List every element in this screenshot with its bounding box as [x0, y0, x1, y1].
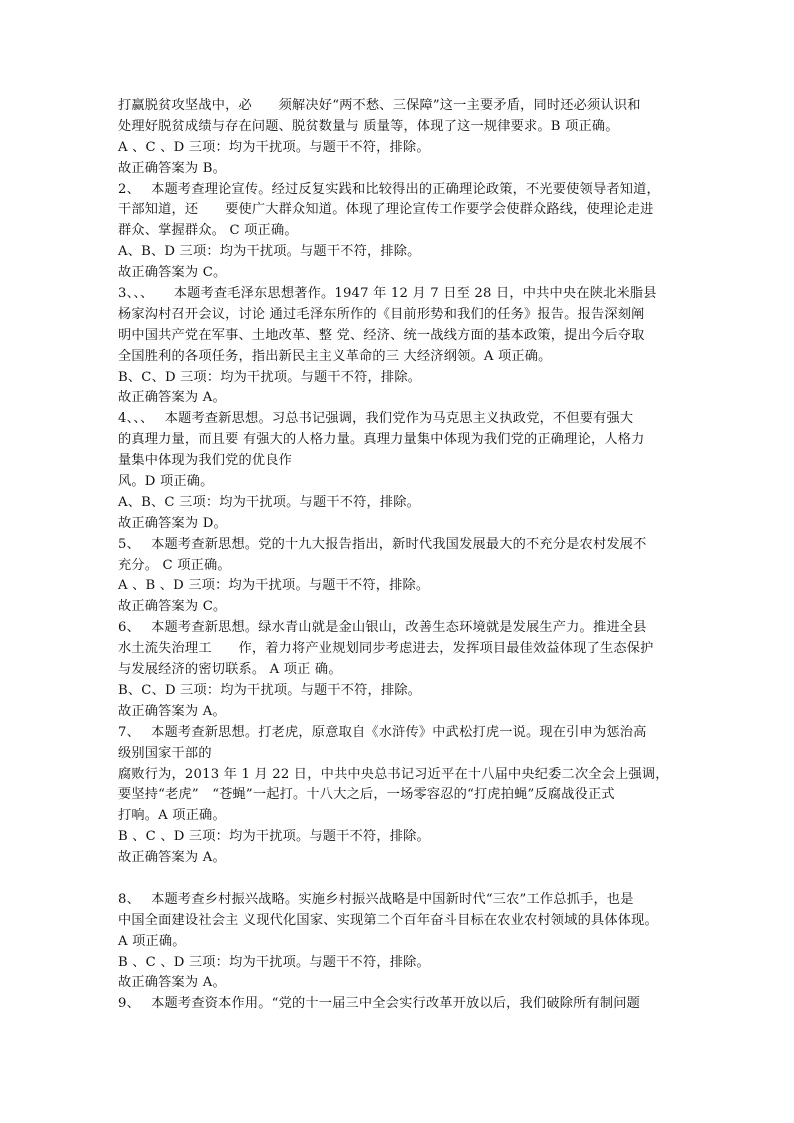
blank-line: [118, 869, 678, 890]
text-line: 干部知道，还 要使广大群众知道。体现了理论宣传工作要学会使群众路线，使理论走进: [118, 202, 654, 218]
text-line: A 项正确。: [118, 933, 186, 949]
text-line: 4、、、 本题考查新思想。习总书记强调，我们党作为马克思主义执政党，不但要有强大: [118, 411, 634, 427]
text-line: 量集中体现为我们党的优良作: [118, 453, 293, 469]
text-line: 杨家沟村召开会议，讨论 通过毛泽东所作的《目前形势和我们的任务》报告。报告深刻阐: [118, 306, 645, 322]
text-line: B 、C 、D 三项：均为干扰项。与题干不符，排除。: [118, 829, 430, 845]
text-line: 要坚持“老虎” “苍蝇”一起打。十八大之后，一场零容忍的“打虎拍蝇”反腐战役正式: [118, 787, 615, 803]
text-line: B、C、D 三项：均为干扰项。与题干不符，排除。: [118, 682, 422, 698]
text-line: B、C、D 三项：均为干扰项。与题干不符，排除。: [118, 369, 422, 385]
text-line: A 、B 、D 三项：均为干扰项。与题干不符，排除。: [118, 578, 430, 594]
text-line: 故正确答案为 A。: [118, 850, 226, 866]
text-line: B 、C 、D 三项：均为干扰项。与题干不符，排除。: [118, 954, 430, 970]
text-line: 群众、掌握群众。 C 项正确。: [118, 223, 298, 239]
text-line: 水土流失治理工 作，着力将产业规划同步考虑进去，发挥项目最佳效益体现了生态保护: [118, 641, 654, 657]
text-line: 腐败行为，2013 年 1 月 22 日，中共中央总书记习近平在十八届中央纪委二次全会上强调，: [118, 766, 669, 782]
text-line: 9、 本题考查资本作用。“党的十一届三中全会实行改革开放以后，我们破除所有制问题: [118, 996, 641, 1012]
text-line: 打赢脱贫攻坚战中，必 须解决好“两不愁、三保障”这一主要矛盾，同时还必须认识和: [118, 98, 641, 113]
text-line: 级别国家干部的: [118, 745, 212, 761]
text-line: 充分。 C 项正确。: [118, 557, 231, 573]
text-line: 处理好脱贫成绩与存在问题、脱贫数量与 质量等，体现了这一规律要求。B 项正确。: [118, 118, 619, 134]
text-line: 故正确答案为 C。: [118, 599, 227, 615]
text-line: 6、 本题考查新思想。绿水青山就是金山银山，改善生态环境就是发展生产力。推进全县: [118, 620, 647, 636]
text-line: 故正确答案为 A。: [118, 703, 226, 719]
text-line: A、B、C 三项：均为干扰项。与题干不符，排除。: [118, 494, 421, 510]
text-line: 5、 本题考查新思想。党的十九大报告指出，新时代我国发展最大的不充分是农村发展不: [118, 536, 647, 552]
text-line: 与发展经济的密切联系。 A 项正 确。: [118, 662, 342, 678]
text-line: 7、 本题考查新思想。打老虎，原意取自《水浒传》中武松打虎一说。现在引申为惩治高: [118, 724, 647, 740]
text-line: 故正确答案为 B。: [118, 160, 226, 176]
text-line: 故正确答案为 D。: [118, 515, 227, 531]
text-line: 故正确答案为 C。: [118, 265, 227, 281]
text-line: A 、C 、D 三项：均为干扰项。与题干不符，排除。: [118, 139, 430, 155]
text-line: A、B、D 三项：均为干扰项。与题干不符，排除。: [118, 244, 421, 260]
text-line: 的真理力量，而且要 有强大的人格力量。真理力量集中体现为我们党的正确理论，人格力: [118, 432, 645, 448]
text-line: 风。D 项正确。: [118, 474, 214, 490]
text-line: 故正确答案为 A。: [118, 390, 226, 406]
text-line: 故正确答案为 A。: [118, 975, 226, 991]
text-line: 全国胜利的各项任务，指出新民主主义革命的三 大经济纲领。A 项正确。: [118, 348, 552, 364]
text-line: 中国全面建设社会主 义现代化国家、实现第二个百年奋斗目标在农业农村领域的具体体现。: [118, 912, 658, 928]
text-line: 打响。A 项正确。: [118, 808, 226, 824]
text-line: 2、 本题考查理论宣传。经过反复实践和比较得出的正确理论政策，不光要使领导者知道，: [118, 181, 660, 197]
text-line: 8、 本题考查乡村振兴战略。实施乡村振兴战略是中国新时代“三农”工作总抓手，也是: [118, 891, 634, 907]
text-line: 明中国共产党在军事、土地改革、整 党、经济、统一战线方面的基本政策，提出今后夺取: [118, 327, 645, 343]
answer-explanation-text: [118, 96, 678, 1015]
text-line: 3、、、 本题考查毛泽东思想著作。1947 年 12 月 7 日至 28 日，中共中央在陕北米脂县: [118, 286, 657, 302]
